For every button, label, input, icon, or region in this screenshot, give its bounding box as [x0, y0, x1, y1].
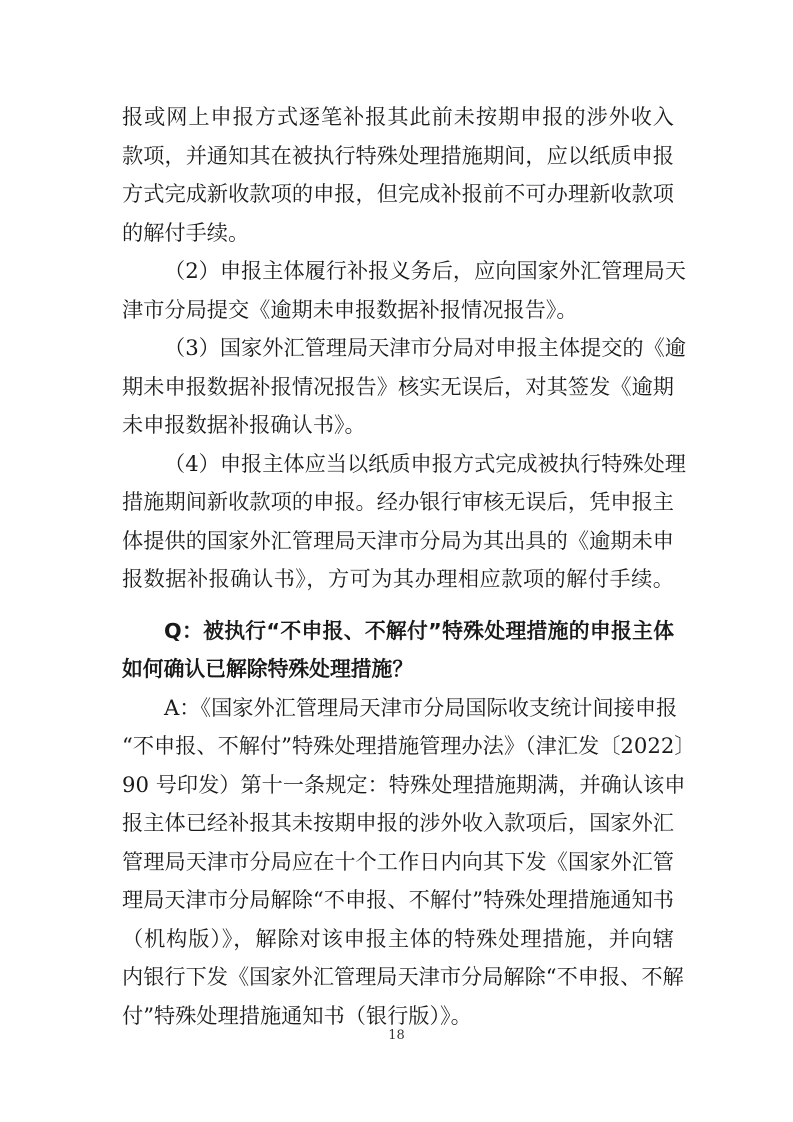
- question-line: Q：被执行“不申报、不解付”特殊处理措施的申报主体: [164, 618, 674, 643]
- text-line: 付”特殊处理措施通知书（银行版）》。: [122, 1002, 472, 1028]
- text-line: （机构版）》，解除对该申报主体的特殊处理措施，并向辖: [122, 925, 674, 951]
- answer-paragraph: [122, 689, 696, 1036]
- text-line: “不申报、不解付”特殊处理措施管理办法》（津汇发〔2022〕: [122, 733, 696, 758]
- text-line: 管理局天津市分局应在十个工作日内向其下发《国家外汇管: [122, 848, 674, 874]
- text-line: （2）申报主体履行补报义务后，应向国家外汇管理局天: [164, 258, 686, 283]
- text-line: （3）国家外汇管理局天津市分局对申报主体提交的《逾: [164, 335, 686, 360]
- text-line: 措施期间新收款项的申报。经办银行审核无误后，凭申报主: [122, 489, 674, 514]
- text-line: 报主体已经补报其未按期申报的涉外收入款项后，国家外汇: [122, 810, 674, 835]
- text-line: 的解付手续。: [122, 219, 250, 245]
- text-line: 未申报数据补报确认书》。: [122, 412, 366, 437]
- text-line: 体提供的国家外汇管理局天津市分局为其出具的《逾期未申: [122, 527, 674, 553]
- text-line: 款项，并通知其在被执行特殊处理措施期间，应以纸质申报: [122, 142, 674, 168]
- text-line: 90 号印发）第十一条规定：特殊处理措施期满，并确认该申: [122, 771, 686, 797]
- list-item-2: [122, 252, 686, 329]
- text-line: 理局天津市分局解除“不申报、不解付”特殊处理措施通知书: [122, 887, 674, 912]
- text-line: （4）申报主体应当以纸质申报方式完成被执行特殊处理: [164, 450, 686, 476]
- text-line: 方式完成新收款项的申报，但完成补报前不可办理新收款项: [122, 181, 674, 206]
- text-line: 期未申报数据补报情况报告》核实无误后，对其签发《逾期: [122, 373, 674, 399]
- list-item-4: [122, 445, 686, 599]
- paragraph-intro: [122, 98, 674, 252]
- text-line: 报数据补报确认书》，方可为其办理相应款项的解付手续。: [122, 566, 674, 591]
- page-number: 18: [388, 1028, 405, 1043]
- question-line: 如何确认已解除特殊处理措施？: [122, 657, 414, 681]
- text-line: A：《国家外汇管理局天津市分局国际收支统计间接申报: [164, 694, 678, 720]
- text-line: 报或网上申报方式逐笔补报其此前未按期申报的涉外收入: [122, 104, 674, 129]
- document-page: [122, 98, 696, 1035]
- question-heading: [122, 612, 674, 689]
- list-item-3: [122, 329, 686, 445]
- text-line: 内银行下发《国家外汇管理局天津市分局解除“不申报、不解: [122, 964, 684, 989]
- text-line: 津市分局提交《逾期未申报数据补报情况报告》。: [122, 296, 578, 322]
